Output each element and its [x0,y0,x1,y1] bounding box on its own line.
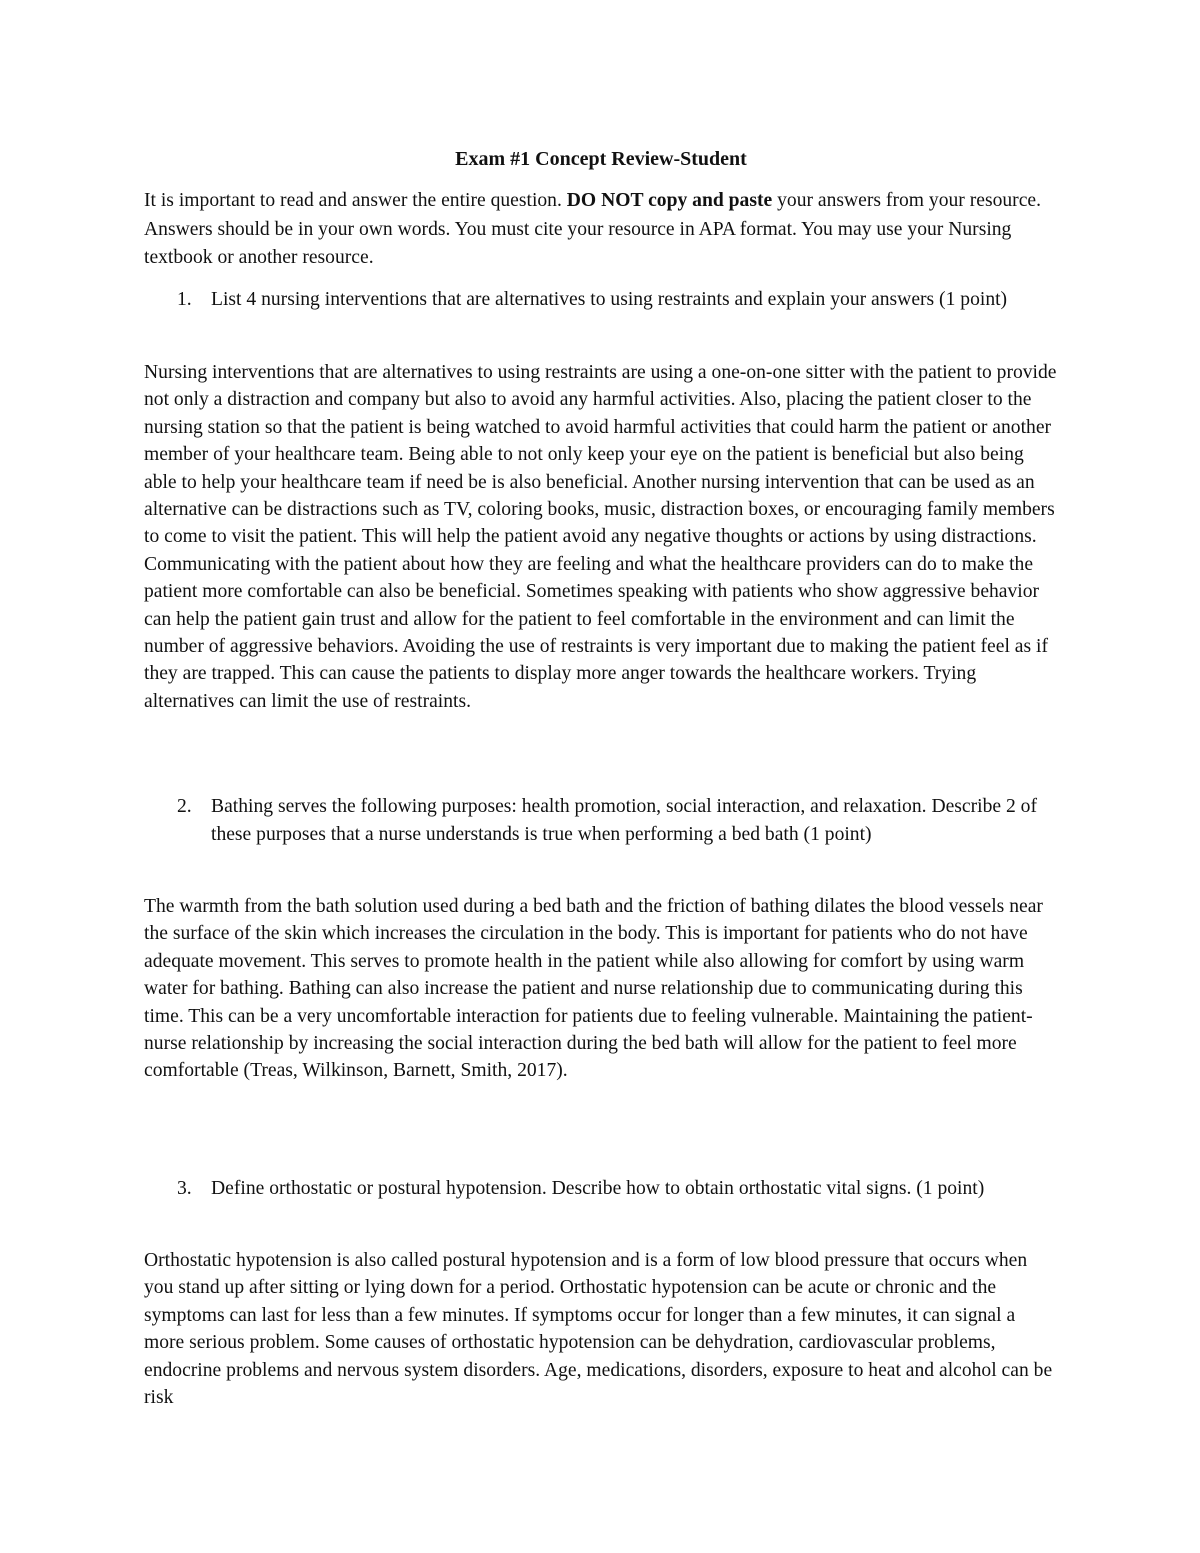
question-3 [144,1175,1058,1203]
instructions-bold-warning: DO NOT copy and paste [566,190,773,211]
instructions-text-start: It is important to read and answer the entire question. [144,190,567,211]
question-2 [144,793,1058,848]
instructions-text-end: your answers from your resource. Answers should be in your own words. You must cite your resource in APA format. You may use your Nursing textbook or another resource. [144,190,1041,268]
instructions-paragraph [144,187,1058,273]
question-number: 3. [177,1178,192,1199]
question-text: Bathing serves the following purposes: health promotion, social interaction, and relaxation. Describe 2 of these purposes that a nurse understands is true when performing a bed bath (1 point) [211,796,1037,845]
answer-1: Nursing interventions that are alternatives to using restraints are using a one-on-one sitter with the patient to provide not only a distraction and company but also to avoid any harmful activities. Also, placing the patient closer to the nursing station so that the patient is being watched to avoid harmful activities that could harm the patient or another member of your healthcare team. Being able to not only keep your eye on the patient is beneficial but also being able to help your healthcare team if need be is also beneficial. Another nursing intervention that can be used as an alternative can be distractions such as TV, coloring books, music, distraction boxes, or encouraging family members to come to visit the patient. This will help the patient avoid any negative thoughts or actions by using distractions. Communicating with the patient about how they are feeling and what the healthcare providers can do to make the patient more comfortable can also be beneficial. Sometimes speaking with patients who show aggressive behavior can help the patient gain trust and allow for the patient to feel comfortable in the environment and can limit the number of aggressive behaviors. Avoiding the use of restraints is very important due to making the patient feel as if they are trapped. This can cause the patients to display more anger towards the healthcare workers. Trying alternatives can limit the use of restraints. [144,362,1057,712]
question-text: Define orthostatic or postural hypotension. Describe how to obtain orthostatic vital signs. (1 point) [211,1178,985,1199]
question-number: 2. [177,796,192,817]
answer-2: The warmth from the bath solution used during a bed bath and the friction of bathing dilates the blood vessels near the surface of the skin which increases the circulation in the body. This is important for patients who do not have adequate movement. This serves to promote health in the patient while also allowing for comfort by using warm water for bathing. Bathing can also increase the patient and nurse relationship due to communicating during this time. This can be a very uncomfortable interaction for patients due to feeling vulnerable. Maintaining the patient-nurse relationship by increasing the social interaction during the bed bath will allow for the patient to feel more comfortable (Treas, Wilkinson, Barnett, Smith, 2017). [144,896,1043,1082]
question-text: List 4 nursing interventions that are alternatives to using restraints and explain your answers (1 point) [211,289,1008,310]
question-1 [144,286,1058,314]
question-number: 1. [177,289,192,310]
answer-3: Orthostatic hypotension is also called postural hypotension and is a form of low blood pressure that occurs when you stand up after sitting or lying down for a period. Orthostatic hypotension can be acute or chronic and the symptoms can last for less than a few minutes. If symptoms occur for longer than a few minutes, it can signal a more serious problem. Some causes of orthostatic hypotension can be dehydration, cardiovascular problems, endocrine problems and nervous system disorders. Age, medications, disorders, exposure to heat and alcohol can be risk [144,1250,1053,1409]
document-title: Exam #1 Concept Review-Student [455,148,747,170]
